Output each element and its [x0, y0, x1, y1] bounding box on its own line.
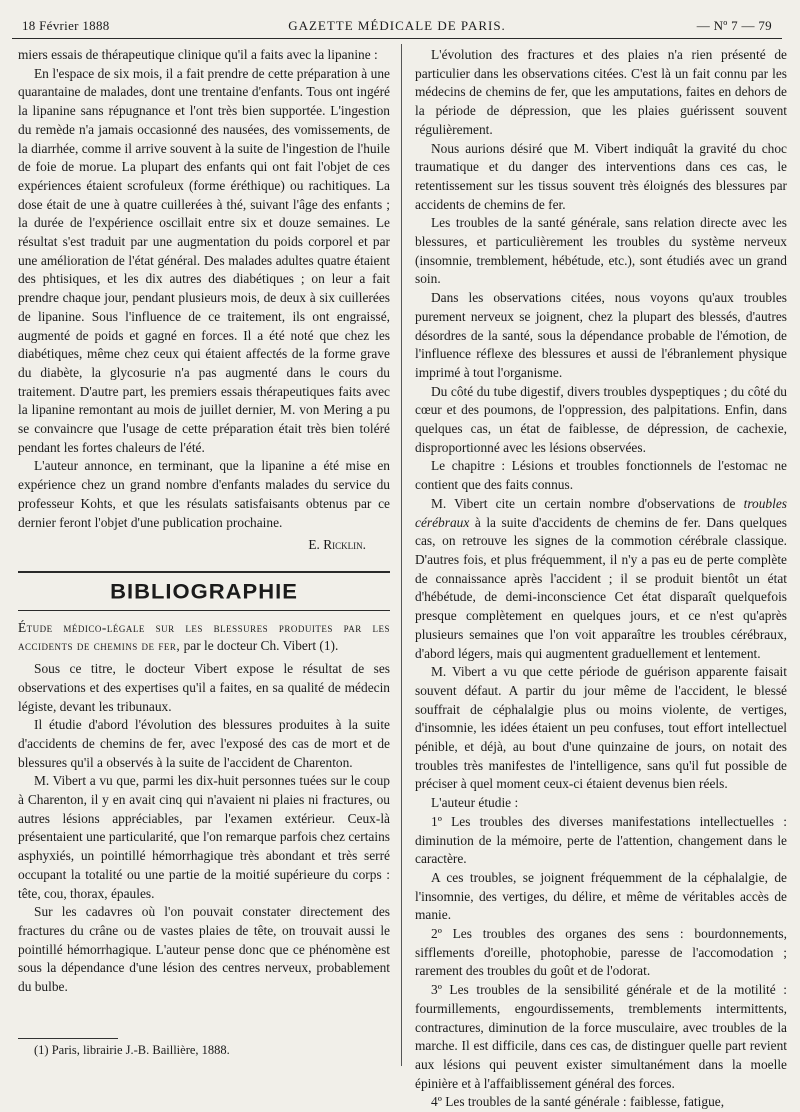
text-run: à la suite d'accidents de chemins de fer. Dans quelques cas, on retrouve les signes de la commotion cérébrale classique. D'autres fois, et plus fréquemment, il n'y a pas eu de perte complète de connaissance après l'accident ; il se produit bientôt un état d'hébétude, de demi-inconscience Cet état disparaît quelquefois presque complètement en quelques jours, et ce n'est qu'après plusieurs semaines que l'on voit apparaître les troubles cérébraux, d'abord légers, mais qui augmentent graduellement et lentement.	[415, 514, 787, 661]
paragraph: L'évolution des fractures et des plaies n'a rien présenté de particulier dans les observations citées. C'est là un fait connu par les médecins de chemins de fer, que les amputations, faites en dehors de la période de dépression, que les plaies guérissent souvent régulièrement.	[415, 47, 787, 137]
paragraph: M. Vibert a vu que cette période de guérison apparente faisait souvent défaut. A partir du jour même de l'accident, le blessé souffrait de céphalalgie plus ou moins violente, de vertiges, d'insomnie, les idées étaient un peu confuses, tout effort intellectuel pénible, et déjà, au bout d'une quinzaine de jours, on notait des troubles très manifestes de l'intelligence, sans qu'il fut possible de préciser à quel moment ceux-ci étaient devenus bien réels.	[415, 664, 787, 792]
paragraph: Le chapitre : Lésions et troubles fonctionnels de l'estomac ne contient que des faits connus.	[415, 458, 787, 493]
paragraph: 4º Les troubles de la santé générale : faiblesse, fatigue,	[431, 1094, 725, 1110]
right-column	[415, 46, 787, 1112]
paragraph: En l'espace de six mois, il a fait prendre de cette préparation à une quarantaine de malades, dont une trentaine d'enfants. Tous ont ingéré la lipanine sans répugnance et l'ont très bien supportée. L'ingestion du remède n'a jamais occasionné des nausées, des vomissements, de la diarrhée, comme il arrive souvent à la suite de l'ingestion de l'huile de foie de morue. La plupart des enfants qui ont fait l'objet de ces expériences étaient scrofuleux (forme éréthique) ou rachitiques. La dose était de une à quatre cuillerées à thé, suivant l'âge des enfants ; la durée de l'expérience oscillait entre six et douze semaines. Le résultat s'est traduit par une augmentation du poids corporel et par une amélioration de l'état général. Des malades adultes quatre étaient des phtisiques, et les dix autres des diabétiques ; on leur a fait prendre chaque jour, pendant plusieurs mois, de deux à six cuillerées de lipanine. Sous l'influence de ce traitement, ils ont engraissé, augmenté de poids et gagné en forces. Il a été noté que chez les diabétiques, même chez ceux qui étaient affectés de la forme grave du diabète, la glycosurie n'a pas augmenté dans le cours du traitement. D'autre part, les premiers essais thérapeutiques faits avec la lipanine remontant au mois de juillet dernier, M. von Mering a pu se convaincre que l'usage de cette préparation était très bien toléré pendant les fortes chaleurs de l'été.	[18, 65, 390, 455]
paragraph: L'auteur annonce, en terminant, que la lipanine a été mise en expérience chez un grand nombre d'enfants malades du service du professeur Kohts, et que les résulats satisfaisants obtenus par ce dernier feront l'objet d'une publication prochaine.	[18, 458, 390, 530]
header-rule	[12, 38, 782, 39]
italic-term: troubles cérébraux	[415, 495, 787, 530]
left-column	[18, 46, 390, 997]
journal-title: GAZETTE MÉDICALE DE PARIS.	[288, 18, 506, 33]
page-header	[12, 14, 782, 36]
paragraph: 2º Les troubles des organes des sens : bourdonnements, sifflements d'oreille, photophobie, paresse de l'accomodation ; rarement des troubles du goût et de l'odorat.	[415, 926, 787, 979]
paragraph: Nous aurions désiré que M. Vibert indiquât la gravité du choc traumatique et du danger des interventions dans ces cas, le retentissement sur les tissus souvent très éloignés des blessures par accidents de chemins de fer.	[415, 140, 787, 212]
paragraph: 3º Les troubles de la sensibilité générale et de la motilité : fourmillements, engourdissements, tremblements intermittents, contractures, diminution de la force musculaire, avec troubles de la marche. Il est difficile, dans ces cas, de distinguer quelle part revient aux lésions qui peuvent exister simultanément dans la moelle épinière et à l'affaiblissement général des forces.	[415, 982, 787, 1091]
issue-page-number: — Nº 7 — 79	[696, 18, 772, 33]
paragraph: Il étudie d'abord l'évolution des blessures produites à la suite d'accidents de chemins de fer, avec l'exposé des cas de mort et de blessures qu'il a observés à la suite de l'accident de Charenton.	[18, 717, 390, 770]
text-run: M. Vibert cite un certain nombre d'observations de	[431, 495, 744, 511]
paragraph: Sous ce titre, le docteur Vibert expose le résultat de ses observations et des expertises qu'il a faites, en sa qualité de médecin légiste, devant les tribunaux.	[18, 661, 390, 714]
book-citation	[18, 619, 390, 656]
section-title: BIBLIOGRAPHIE	[110, 579, 298, 604]
footnote-rule	[18, 1038, 118, 1039]
book-author: par le docteur Ch. Vibert (1).	[180, 638, 339, 654]
paragraph: miers essais de thérapeutique clinique qu'il a faits avec la lipanine :	[18, 47, 378, 62]
paragraph: L'auteur étudie :	[431, 795, 519, 811]
paragraph: Les troubles de la santé générale, sans relation directe avec les blessures, et particulièrement les troubles du système nerveux (insomnie, tremblement, hébétude, etc.), sont étudiés avec un grand soin.	[415, 215, 787, 287]
paragraph: 1º Les troubles des diverses manifestations intellectuelles : diminution de la mémoire, perte de l'attention, changement dans le caractère.	[415, 813, 787, 867]
section-rule-bottom	[18, 610, 390, 611]
column-divider	[401, 44, 402, 1066]
footnote: (1) Paris, librairie J.-B. Baillière, 1888.	[34, 1043, 230, 1057]
paragraph: M. Vibert a vu que, parmi les dix-huit personnes tuées sur le coup à Charenton, il y en avait cinq qui n'avaient ni plaies ni fractures, ou autres lésions appréciables, par l'examen extérieur. Ceux-là présentaient une particularité, que l'on remarque parfois chez certains asphyxiés, un pointillé hémorrhagique très abondant et très serré occupant la totalité ou une partie de la moitié supérieure du corps : tête, cou, thorax, épaules.	[18, 773, 390, 901]
paragraph: Du côté du tube digestif, divers troubles dyspeptiques ; du côté du cœur et des poumons, de l'oppression, des palpitations. Enfin, dans quelques cas, un état de faiblesse, de dépression, de cachexie, disproportionné avec les lésions observées.	[415, 383, 787, 455]
author-signature: E. Ricklin.	[308, 537, 366, 553]
paragraph	[415, 495, 787, 663]
paragraph: Dans les observations citées, nous voyons qu'aux troubles purement nerveux se joignent, chez la plupart des blessés, d'autres désordres de la santé, sous la dépendance probable de l'émotion, de l'influence réflexe des blessures et aussi de l'ébranlement physique imprimé à tout l'organisme.	[415, 290, 787, 380]
header-date: 18 Février 1888	[22, 18, 110, 33]
paragraph: A ces troubles, se joignent fréquemment de la céphalalgie, de l'insomnie, des vertiges, du délire, et même de véritables accès de manie.	[415, 869, 787, 923]
book-title: Étude médico-légale sur les blessures produites par les accidents de chemins de fer,	[18, 619, 390, 654]
paragraph: Sur les cadavres où l'on pouvait constater directement des fractures du crâne ou de vastes plaies de tête, on trouvait aussi le pointillé hémorrhagique. L'auteur pense donc que ce phénomène est sous la dépendance d'une lésion des centres nerveux, probablement du bulbe.	[18, 904, 390, 995]
section-rule-top	[18, 571, 390, 573]
